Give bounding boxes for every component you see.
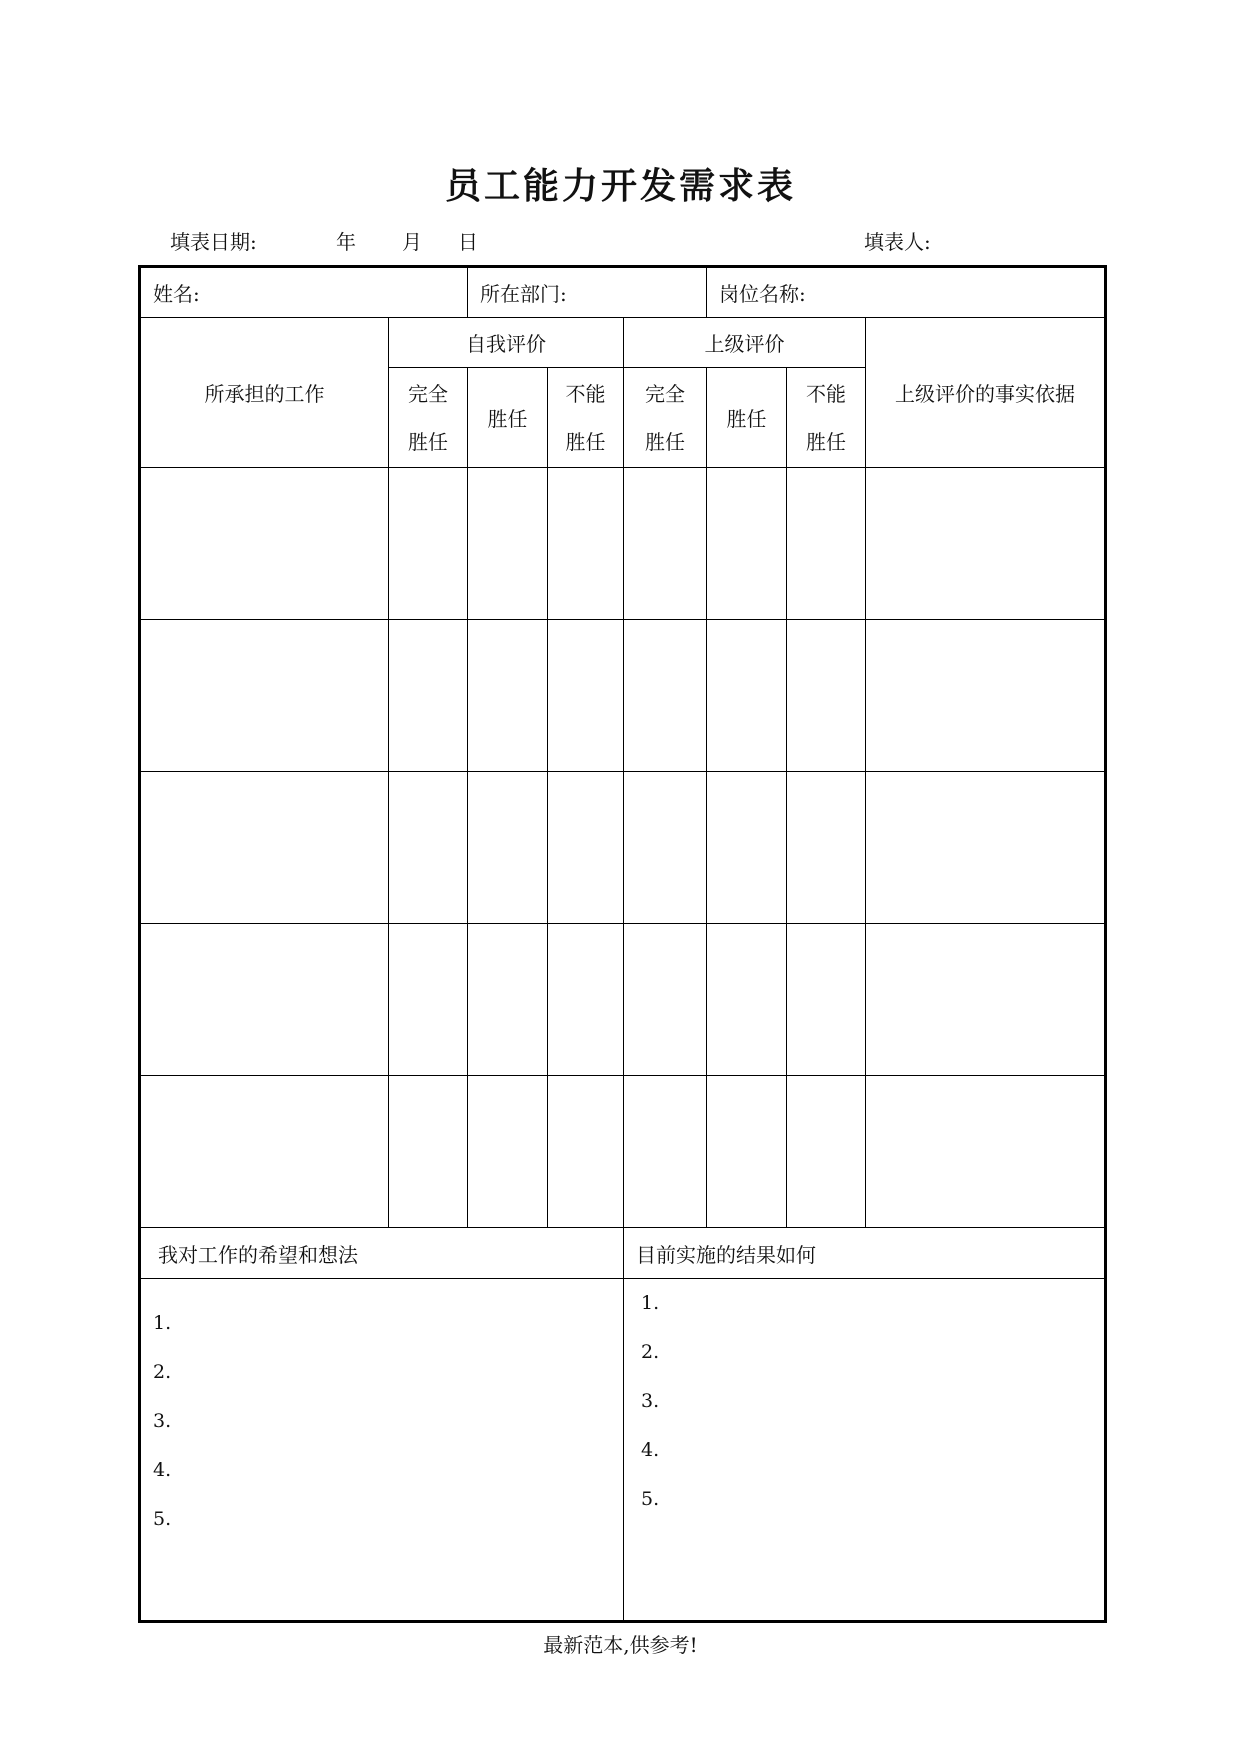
self-not-competent-cell[interactable] — [548, 772, 624, 924]
superior-fully-competent-cell[interactable] — [624, 924, 707, 1076]
list-item: 4. — [641, 1439, 660, 1461]
work-cell[interactable] — [140, 772, 389, 924]
self-not-competent-line2: 胜任 — [565, 429, 606, 454]
superior-fully-competent-cell[interactable] — [624, 1076, 707, 1228]
basis-cell[interactable] — [866, 468, 1106, 620]
work-cell[interactable] — [140, 924, 389, 1076]
self-fully-competent-cell[interactable] — [389, 620, 468, 772]
header-row-top — [140, 318, 1106, 368]
position-field[interactable]: 岗位名称: — [707, 267, 1106, 318]
self-fully-competent-cell[interactable] — [389, 924, 468, 1076]
table-row — [140, 924, 1106, 1076]
filler-label: 填表人: — [864, 230, 931, 254]
list-item: 3. — [641, 1390, 660, 1412]
superior-fully-competent-cell[interactable] — [624, 772, 707, 924]
work-cell[interactable] — [140, 468, 389, 620]
self-fully-competent-line1: 完全 — [408, 381, 448, 406]
list-item: 1. — [641, 1292, 660, 1314]
self-eval-header: 自我评价 — [389, 318, 624, 368]
year-label: 年 — [336, 230, 356, 254]
work-cell[interactable] — [140, 1076, 389, 1228]
self-not-competent-line1: 不能 — [565, 381, 606, 406]
results-list[interactable] — [624, 1279, 1106, 1622]
superior-competent-cell[interactable] — [707, 620, 787, 772]
self-competent-header: 胜任 — [468, 368, 548, 468]
info-row — [140, 267, 1106, 318]
list-item: 5. — [641, 1488, 660, 1510]
hopes-list[interactable] — [140, 1279, 624, 1622]
table-row — [140, 468, 1106, 620]
superior-competent-cell[interactable] — [707, 468, 787, 620]
day-label: 日 — [458, 230, 478, 254]
superior-competent-cell[interactable] — [707, 924, 787, 1076]
superior-fully-competent-line1: 完全 — [645, 381, 685, 406]
work-header: 所承担的工作 — [140, 318, 389, 468]
fill-date-label: 填表日期: — [170, 230, 257, 254]
superior-not-competent-line2: 胜任 — [806, 429, 846, 454]
basis-cell[interactable] — [866, 620, 1106, 772]
basis-cell[interactable] — [866, 772, 1106, 924]
superior-not-competent-line1: 不能 — [806, 381, 846, 406]
list-item: 4. — [153, 1459, 172, 1481]
superior-not-competent-cell[interactable] — [787, 620, 866, 772]
list-item: 2. — [153, 1361, 172, 1383]
basis-cell[interactable] — [866, 1076, 1106, 1228]
footer-note: 最新范本,供参考! — [543, 1633, 698, 1657]
basis-cell[interactable] — [866, 924, 1106, 1076]
self-fully-competent-header — [389, 368, 468, 468]
self-competent-cell[interactable] — [468, 772, 548, 924]
self-fully-competent-cell[interactable] — [389, 468, 468, 620]
self-competent-cell[interactable] — [468, 924, 548, 1076]
bottom-header-row — [140, 1228, 1106, 1279]
capability-form-table — [138, 265, 1107, 1623]
superior-not-competent-cell[interactable] — [787, 924, 866, 1076]
table-row — [140, 772, 1106, 924]
self-competent-cell[interactable] — [468, 468, 548, 620]
list-item: 5. — [153, 1508, 172, 1530]
superior-fully-competent-cell[interactable] — [624, 620, 707, 772]
superior-eval-header: 上级评价 — [624, 318, 866, 368]
table-row — [140, 1076, 1106, 1228]
self-competent-cell[interactable] — [468, 620, 548, 772]
basis-header: 上级评价的事实依据 — [866, 318, 1106, 468]
self-fully-competent-cell[interactable] — [389, 1076, 468, 1228]
self-not-competent-cell[interactable] — [548, 924, 624, 1076]
superior-not-competent-header — [787, 368, 866, 468]
bottom-content-row — [140, 1279, 1106, 1622]
table-row — [140, 620, 1106, 772]
list-item: 2. — [641, 1341, 660, 1363]
list-item: 3. — [153, 1410, 172, 1432]
superior-competent-header: 胜任 — [707, 368, 787, 468]
self-fully-competent-line2: 胜任 — [408, 429, 448, 454]
self-not-competent-cell[interactable] — [548, 1076, 624, 1228]
superior-not-competent-cell[interactable] — [787, 468, 866, 620]
name-field[interactable]: 姓名: — [140, 267, 468, 318]
superior-fully-competent-line2: 胜任 — [645, 429, 685, 454]
superior-fully-competent-cell[interactable] — [624, 468, 707, 620]
work-cell[interactable] — [140, 620, 389, 772]
superior-competent-cell[interactable] — [707, 1076, 787, 1228]
list-item: 1. — [153, 1312, 172, 1334]
superior-not-competent-cell[interactable] — [787, 772, 866, 924]
page-title: 员工能力开发需求表 — [444, 165, 796, 207]
self-not-competent-cell[interactable] — [548, 468, 624, 620]
department-field[interactable]: 所在部门: — [468, 267, 707, 318]
superior-fully-competent-header — [624, 368, 707, 468]
self-not-competent-cell[interactable] — [548, 620, 624, 772]
results-header: 目前实施的结果如何 — [624, 1228, 1106, 1279]
self-fully-competent-cell[interactable] — [389, 772, 468, 924]
month-label: 月 — [402, 230, 422, 254]
superior-competent-cell[interactable] — [707, 772, 787, 924]
superior-not-competent-cell[interactable] — [787, 1076, 866, 1228]
self-not-competent-header — [548, 368, 624, 468]
self-competent-cell[interactable] — [468, 1076, 548, 1228]
hopes-header: 我对工作的希望和想法 — [140, 1228, 624, 1279]
